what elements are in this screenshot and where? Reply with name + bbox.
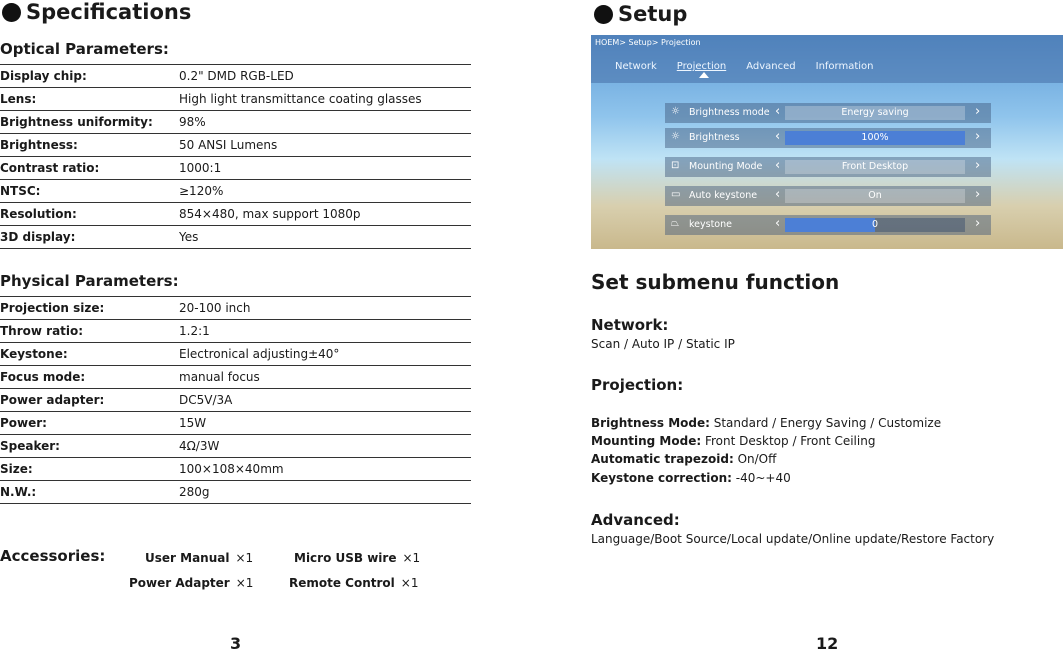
chevron-left-icon: ‹ xyxy=(775,216,781,231)
spec-row xyxy=(0,180,471,203)
spec-key: Projection size: xyxy=(0,297,179,320)
spec-row xyxy=(0,88,471,111)
trapezoid-icon: ⏢ xyxy=(671,218,679,229)
spec-value: Yes xyxy=(179,226,471,249)
physical-parameters-title: Physical Parameters: xyxy=(0,272,179,290)
projection-line: Automatic trapezoid: On/Off xyxy=(591,452,777,466)
spec-value: 280g xyxy=(179,481,471,504)
set-submenu-heading: Set submenu function xyxy=(591,270,840,294)
active-tab-caret-icon xyxy=(699,72,709,78)
spec-row xyxy=(0,412,471,435)
network-text: Scan / Auto IP / Static IP xyxy=(591,337,735,351)
chevron-left-icon: ‹ xyxy=(775,104,781,119)
menu-tabs xyxy=(615,61,894,72)
bullet-icon xyxy=(2,3,21,22)
spec-row xyxy=(0,111,471,134)
sun-icon: ☼ xyxy=(671,106,680,117)
spec-value: DC5V/3A xyxy=(179,389,471,412)
menu-row-label: Auto keystone xyxy=(689,190,758,201)
spec-key: Size: xyxy=(0,458,179,481)
page-number-right: 12 xyxy=(816,634,839,653)
spec-key: Focus mode: xyxy=(0,366,179,389)
projector-icon: ⊡ xyxy=(671,160,680,171)
spec-row xyxy=(0,203,471,226)
spec-row xyxy=(0,320,471,343)
spec-key: N.W.: xyxy=(0,481,179,504)
advanced-text: Language/Boot Source/Local update/Online update/Restore Factory xyxy=(591,532,995,546)
chevron-right-icon: › xyxy=(975,129,981,144)
sun-icon: ☼ xyxy=(671,131,680,142)
chevron-left-icon: ‹ xyxy=(775,158,781,173)
spec-value: High light transmittance coating glasses xyxy=(179,88,471,111)
chevron-right-icon: › xyxy=(975,158,981,173)
spec-row xyxy=(0,435,471,458)
projection-line: Keystone correction: -40~+40 xyxy=(591,471,791,485)
spec-row xyxy=(0,226,471,249)
menu-row-value: Energy saving xyxy=(785,106,965,120)
spec-row xyxy=(0,481,471,504)
spec-value: 1000:1 xyxy=(179,157,471,180)
spec-row xyxy=(0,389,471,412)
menu-row-label: Mounting Mode xyxy=(689,161,763,172)
optical-parameters-table xyxy=(0,64,471,249)
spec-value: manual focus xyxy=(179,366,471,389)
tab-advanced: Advanced xyxy=(746,61,796,72)
chevron-right-icon: › xyxy=(975,104,981,119)
accessory-item: User Manual ×1 xyxy=(145,551,254,565)
spec-key: Power: xyxy=(0,412,179,435)
menu-row-label: keystone xyxy=(689,219,732,230)
menu-row-brightness-mode xyxy=(665,103,991,123)
menu-row-value: Front Desktop xyxy=(785,160,965,174)
spec-row xyxy=(0,134,471,157)
menu-row-label: Brightness xyxy=(689,132,740,143)
spec-key: NTSC: xyxy=(0,180,179,203)
spec-key: Brightness uniformity: xyxy=(0,111,179,134)
menu-row-keystone xyxy=(665,215,991,235)
tab-network: Network xyxy=(615,61,657,72)
spec-key: 3D display: xyxy=(0,226,179,249)
chevron-left-icon: ‹ xyxy=(775,129,781,144)
menu-row-auto-keystone xyxy=(665,186,991,206)
spec-value: 854×480, max support 1080p xyxy=(179,203,471,226)
setup-title xyxy=(594,2,687,26)
spec-value: 100×108×40mm xyxy=(179,458,471,481)
spec-key: Display chip: xyxy=(0,65,179,88)
optical-parameters-title: Optical Parameters: xyxy=(0,40,169,58)
chevron-left-icon: ‹ xyxy=(775,187,781,202)
spec-key: Keystone: xyxy=(0,343,179,366)
network-title: Network: xyxy=(591,316,669,334)
menu-row-brightness xyxy=(665,128,991,148)
setup-title-text: Setup xyxy=(618,2,688,26)
chevron-right-icon: › xyxy=(975,187,981,202)
specifications-title xyxy=(2,0,191,24)
spec-value: 15W xyxy=(179,412,471,435)
spec-key: Resolution: xyxy=(0,203,179,226)
spec-row xyxy=(0,157,471,180)
spec-value: 1.2:1 xyxy=(179,320,471,343)
chevron-right-icon: › xyxy=(975,216,981,231)
page-number-left: 3 xyxy=(230,634,242,653)
spec-key: Contrast ratio: xyxy=(0,157,179,180)
tab-projection: Projection xyxy=(676,61,727,72)
menu-row-value: 0 xyxy=(785,218,965,232)
accessory-item: Remote Control ×1 xyxy=(289,576,419,590)
menu-row-value: On xyxy=(785,189,965,203)
bullet-icon xyxy=(594,5,613,24)
spec-row xyxy=(0,297,471,320)
projection-line: Brightness Mode: Standard / Energy Saving / Customize xyxy=(591,416,942,430)
spec-key: Throw ratio: xyxy=(0,320,179,343)
accessory-item: Micro USB wire ×1 xyxy=(294,551,421,565)
accessory-item: Power Adapter ×1 xyxy=(129,576,254,590)
projector-menu-screenshot xyxy=(591,35,1063,249)
spec-row xyxy=(0,366,471,389)
advanced-title: Advanced: xyxy=(591,511,680,529)
spec-key: Speaker: xyxy=(0,435,179,458)
spec-value: 50 ANSI Lumens xyxy=(179,134,471,157)
physical-parameters-table xyxy=(0,296,471,504)
spec-value: 4Ω/3W xyxy=(179,435,471,458)
spec-value: ≥120% xyxy=(179,180,471,203)
projection-title: Projection: xyxy=(591,376,684,394)
keystone-icon: ▭ xyxy=(671,189,681,200)
spec-value: 20-100 inch xyxy=(179,297,471,320)
spec-row xyxy=(0,343,471,366)
spec-row xyxy=(0,458,471,481)
spec-value: 0.2" DMD RGB-LED xyxy=(179,65,471,88)
menu-row-label: Brightness mode xyxy=(689,107,770,118)
menu-row-mounting-mode xyxy=(665,157,991,177)
spec-value: Electronical adjusting±40° xyxy=(179,343,471,366)
spec-key: Lens: xyxy=(0,88,179,111)
projection-line: Mounting Mode: Front Desktop / Front Ceiling xyxy=(591,434,876,448)
accessories-title: Accessories: xyxy=(0,547,106,565)
spec-value: 98% xyxy=(179,111,471,134)
spec-key: Brightness: xyxy=(0,134,179,157)
spec-row xyxy=(0,65,471,88)
tab-information: Information xyxy=(815,61,874,72)
menu-breadcrumb: HOEM> Setup> Projection xyxy=(595,38,701,47)
spec-key: Power adapter: xyxy=(0,389,179,412)
specifications-title-text: Specifications xyxy=(26,0,192,24)
menu-row-value: 100% xyxy=(785,131,965,145)
